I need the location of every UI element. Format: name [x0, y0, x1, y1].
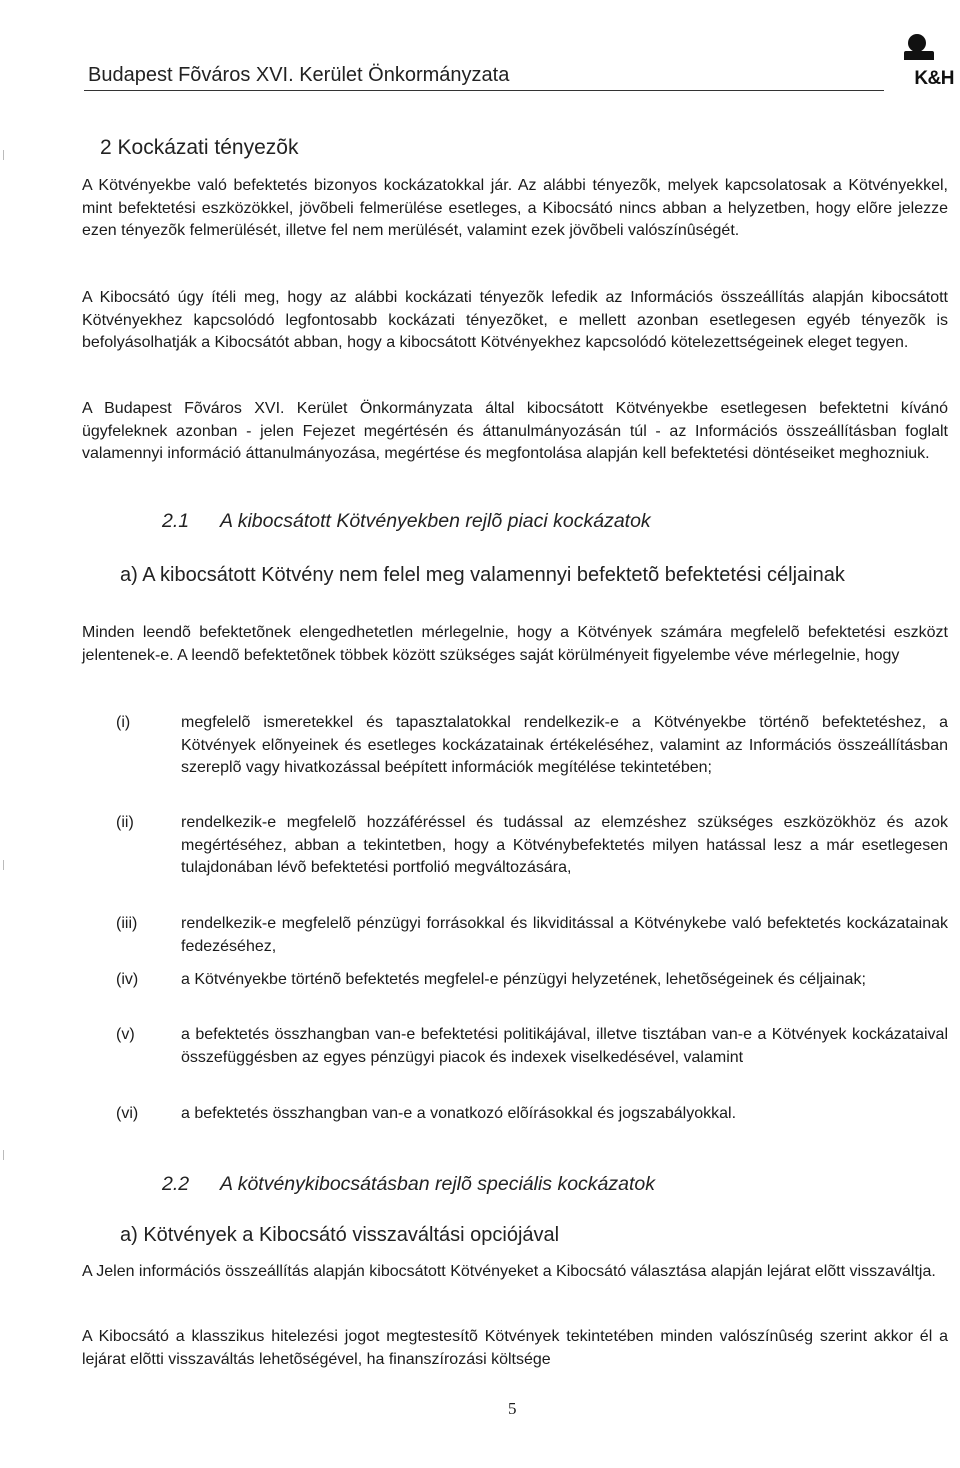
subsection-a-heading: a) Kötvények a Kibocsátó visszaváltási opciójával	[120, 1224, 560, 1246]
subsection-number: 2.2	[162, 1173, 190, 1195]
list-marker: (i)	[116, 714, 131, 731]
page-header	[84, 62, 960, 94]
header-rule	[84, 90, 884, 91]
paragraph: Minden leendõ befektetõnek elengedhetetlen mérlegelnie, hogy a Kötvények számára megfelelõ befektetési eszközt jelentenek-e. A leendõ befektetõnek többek között szükséges saját körülményeit figyelembe véve mérlegelnie, hogy	[82, 624, 948, 664]
list-marker: (v)	[116, 1026, 135, 1043]
list-item-text: rendelkezik-e megfelelõ pénzügyi forrásokkal és likviditással a Kötvénykebe való befektetés kockázatainak fedezéséhez,	[181, 915, 948, 955]
list-marker: (vi)	[116, 1105, 139, 1122]
list-item-text: rendelkezik-e megfelelõ hozzáféréssel és tudással az elemzéshez szükséges eszközökhöz és azok megértéséhez, abban a tekintetben, hogy a Kötvénybefektetés milyen hatással lesz a már esetlegesen tulajdonában lévõ befektetési portfolió megváltozására,	[181, 814, 948, 877]
logo-text: K&H	[914, 68, 954, 89]
paragraph: A Kibocsátó a klasszikus hitelezési jogot megtestesítõ Kötvények tekintetében minden valószínûség szerint akkor él a lejárat elõtti visszaváltás lehetõségével, ha finanszírozási költsége	[82, 1328, 948, 1368]
paragraph: A Kibocsátó úgy ítéli meg, hogy az alábbi kockázati tényezõk lefedik az Információs összeállítás alapján kibocsátott Kötvényekhez kapcsolódó legfontosabb kockázati tényezõket, e mellett azonban esetlegesen egyéb tényezõk is befolyásolhatják a Kibocsátót abban, hogy a kibocsátott Kötvényekhez kapcsolódó kötelezettségeinek eleget tegyen.	[82, 289, 948, 352]
margin-mark	[3, 860, 10, 870]
margin-mark	[3, 1150, 10, 1160]
list-marker: (iv)	[116, 971, 139, 988]
subsection-title: A kötvénykibocsátásban rejlõ speciális kockázatok	[220, 1173, 655, 1195]
subsection-a-heading: a) A kibocsátott Kötvény nem felel meg valamennyi befektetõ befektetési céljainak	[120, 564, 845, 586]
page-number: 5	[508, 1399, 517, 1418]
list-item-text: a Kötvényekbe történõ befektetés megfelel-e pénzügyi helyzetének, lehetõségeinek és céljainak;	[181, 971, 866, 988]
subsection-heading	[162, 1173, 655, 1196]
subsection-heading	[162, 510, 651, 533]
list-marker: (iii)	[116, 915, 138, 932]
kh-logo-icon	[904, 34, 934, 64]
margin-mark	[3, 150, 10, 160]
paragraph: A Budapest Fõváros XVI. Kerület Önkormányzata által kibocsátott Kötvényekbe esetlegesen befektetni kívánó ügyfeleknek azonban - jelen Fejezet megértésén és áttanulmányozásán túl - az Információs összeállításban foglalt valamennyi információ áttanulmányozása, megértése és megfontolása alapján kell befektetési döntéseiket meghozniuk.	[82, 400, 948, 463]
subsection-title: A kibocsátott Kötvényekben rejlõ piaci kockázatok	[220, 510, 651, 532]
list-item-text: a befektetés összhangban van-e befektetési politikájával, illetve tisztában van-e a Kötvények kockázataival összefüggésben az egyes pénzügyi piacok és indexek viselkedésével, valamint	[181, 1026, 948, 1066]
list-marker: (ii)	[116, 814, 134, 831]
list-item-text: megfelelõ ismeretekkel és tapasztalatokkal rendelkezik-e a Kötvényekbe történõ befektetéshez, a Kötvények elõnyeinek és esetleges kockázatainak értékeléséhez, valamint az Információs összeállításban szereplõ vagy hivatkozással beépített információk megítélése tekintetében;	[181, 714, 948, 777]
kh-logo	[870, 34, 956, 92]
subsection-number: 2.1	[162, 510, 190, 532]
list-item-text: a befektetés összhangban van-e a vonatkozó elõírásokkal és jogszabályokkal.	[181, 1105, 737, 1122]
section-heading: 2 Kockázati tényezõk	[100, 136, 299, 159]
paragraph: A Jelen információs összeállítás alapján kibocsátott Kötvényeket a Kibocsátó választása alapján lejárat elõtt visszaváltja.	[82, 1263, 936, 1280]
paragraph: A Kötvényekbe való befektetés bizonyos kockázatokkal jár. Az alábbi tényezõk, melyek kapcsolatosak a Kötvényekkel, mint befektetési eszközökkel, jövõbeli felmerülése esetleges, a Kibocsátó nincs abban a helyzetben, hogy elõre jelezze ezen tényezõk felmerülését, illetve fel nem merülését, valamint ezek jövõbeli valószínûségét.	[82, 177, 948, 240]
header-title: Budapest Fõváros XVI. Kerület Önkormányzata	[88, 64, 510, 86]
